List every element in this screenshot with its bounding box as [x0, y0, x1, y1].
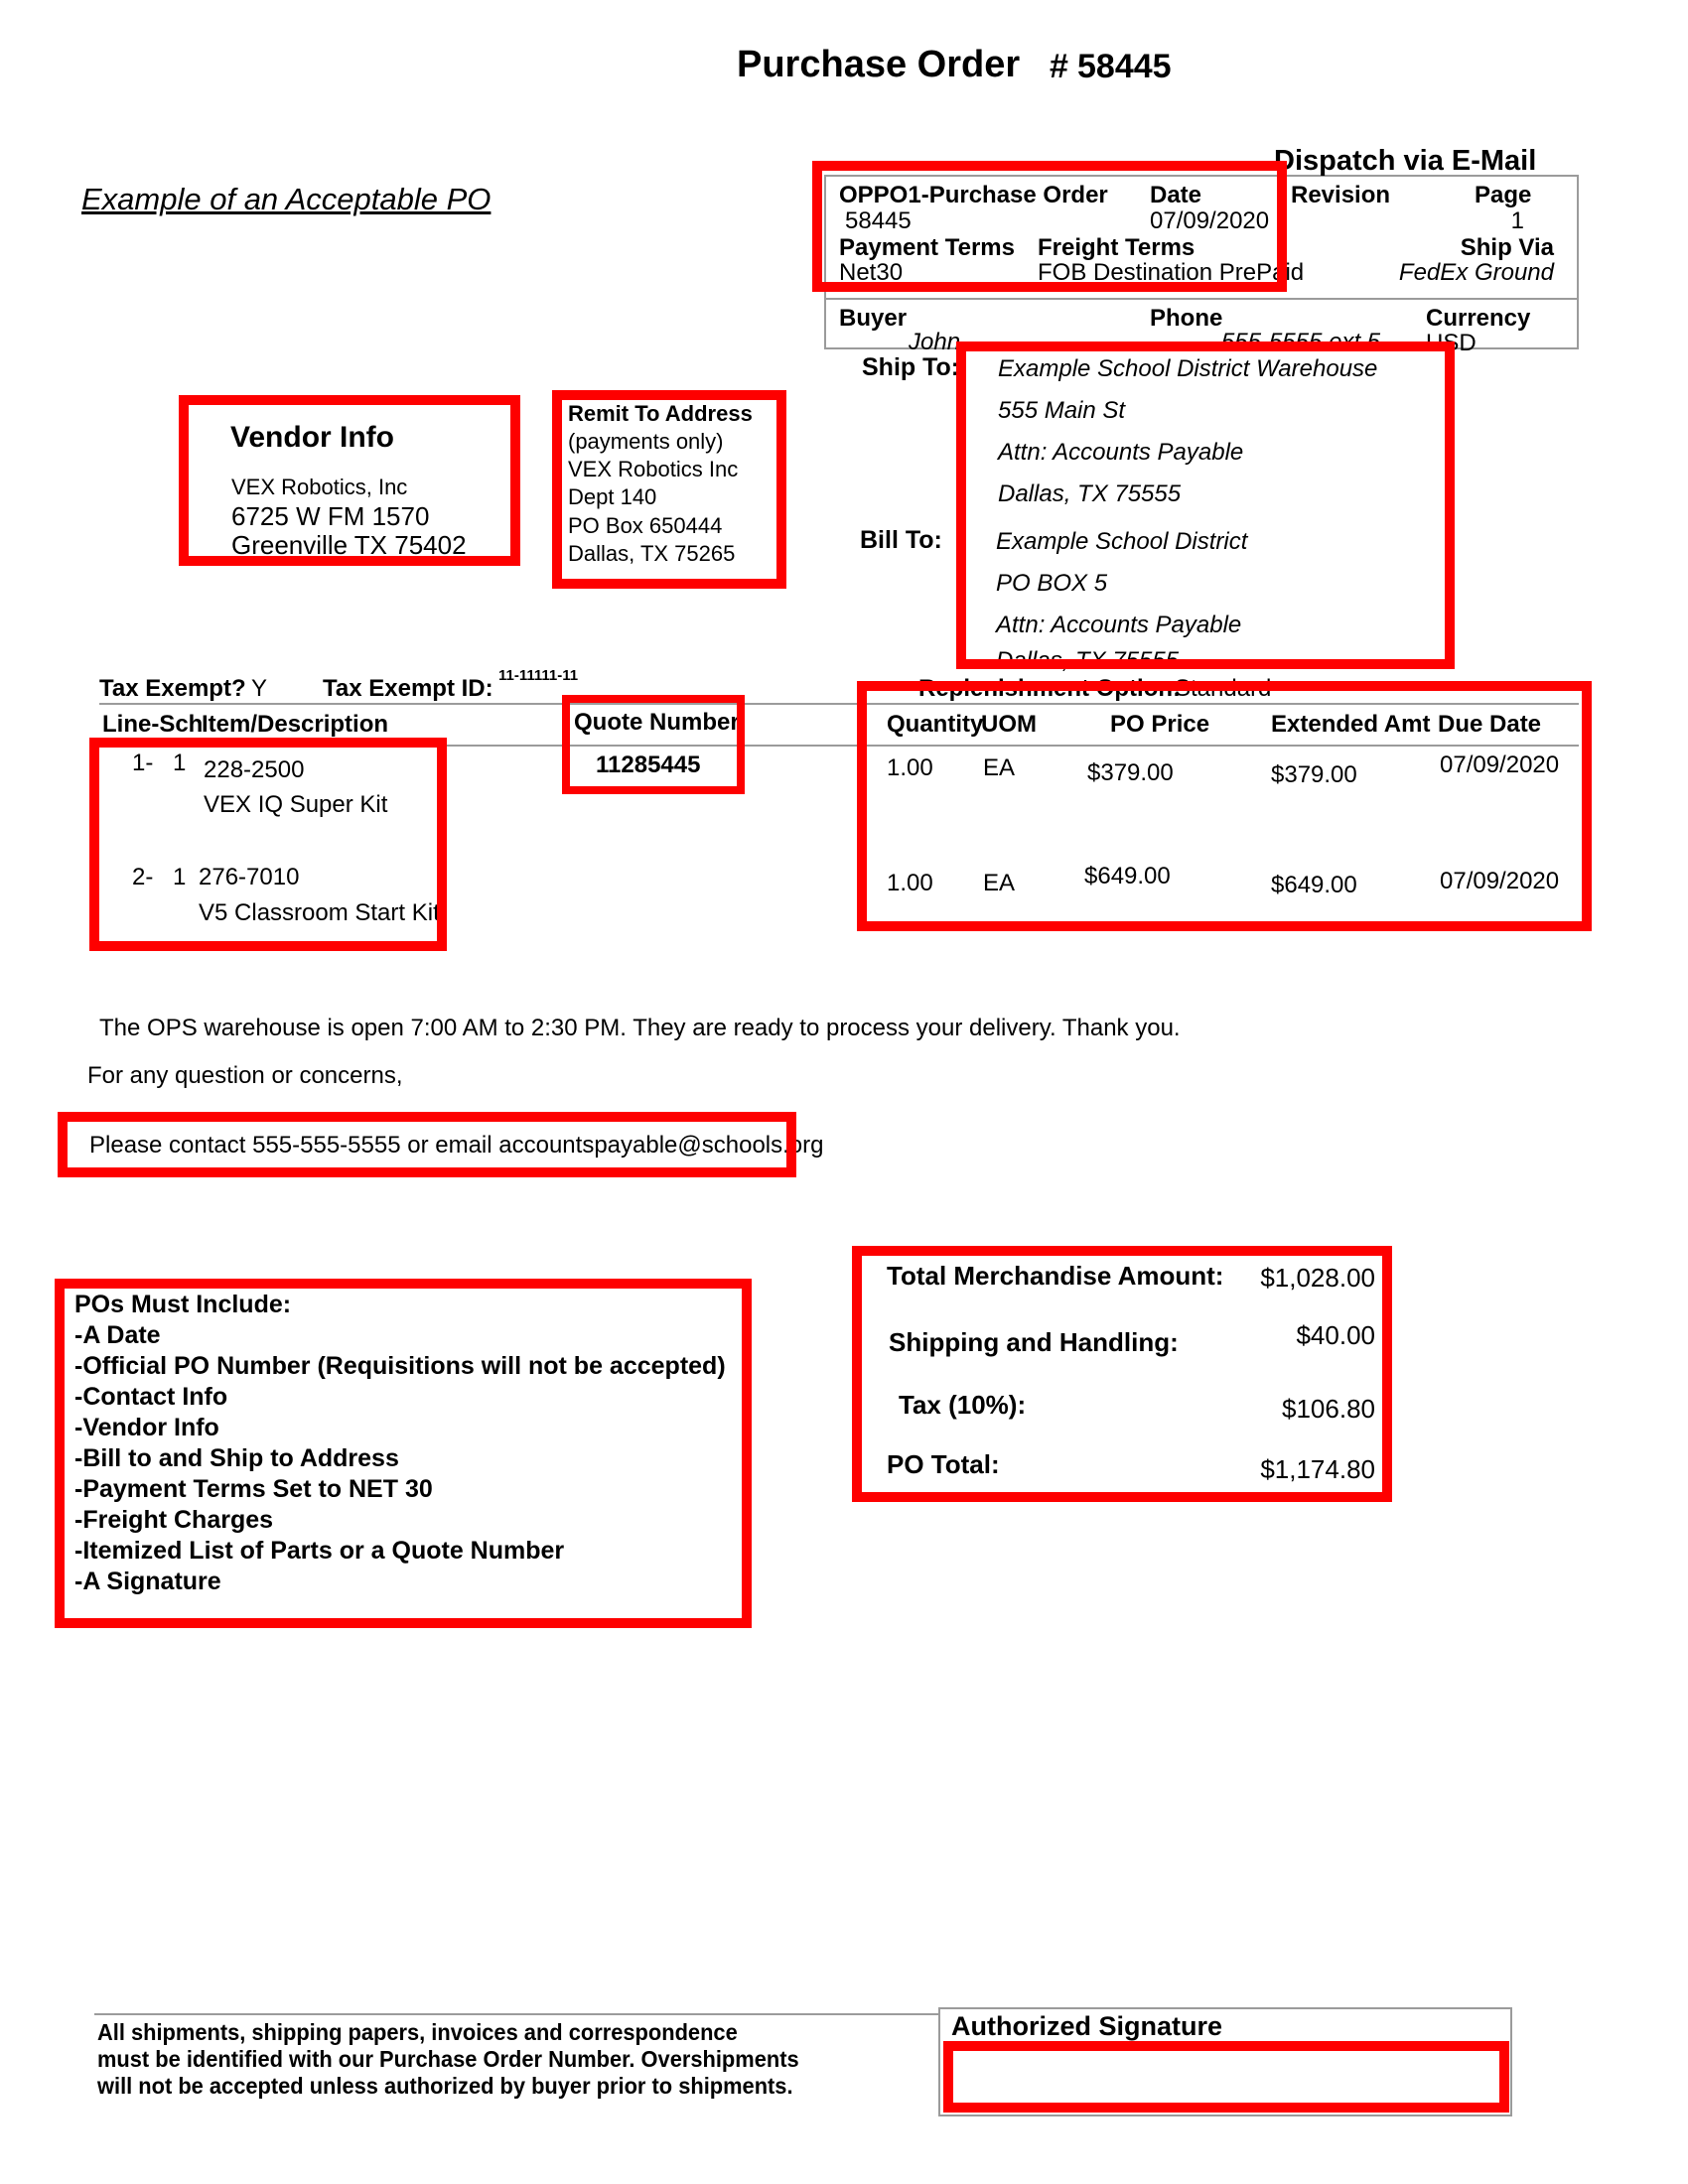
- ship-via-value: FedEx Ground: [1398, 259, 1554, 286]
- requirement-item: -Contact Info: [74, 1383, 228, 1411]
- payment-terms-label: Payment Terms: [839, 234, 1015, 261]
- questions-note: For any question or concerns,: [87, 1062, 403, 1089]
- item-row-due-date: 07/09/2020: [1440, 751, 1560, 778]
- tax-total-label: Tax (10%):: [899, 1390, 1027, 1420]
- po-type-label: OPPO1-Purchase Order: [839, 182, 1108, 208]
- item-row-sch: 1: [173, 864, 187, 890]
- highlight-box-totals: [852, 1246, 1392, 1502]
- highlight-box-item-values: [857, 681, 1592, 931]
- shipping-handling-value: $40.00: [1296, 1320, 1375, 1350]
- item-row-description: V5 Classroom Start Kit: [199, 899, 440, 926]
- highlight-box-quote-number: [562, 695, 745, 794]
- requirement-item: -Freight Charges: [74, 1506, 274, 1534]
- header-uom: UOM: [981, 711, 1037, 738]
- highlight-box-requirements: [55, 1279, 752, 1628]
- freight-terms-label: Freight Terms: [1038, 234, 1196, 261]
- ship-to-line: 555 Main St: [998, 397, 1126, 424]
- currency-label: Currency: [1426, 305, 1531, 332]
- highlight-box-addresses: [956, 341, 1455, 669]
- header-po-price: PO Price: [1110, 711, 1210, 738]
- remit-line: VEX Robotics Inc: [568, 457, 739, 481]
- buyer-label: Buyer: [839, 305, 908, 332]
- requirement-item: -A Date: [74, 1321, 161, 1349]
- ship-to-line: Dallas, TX 75555: [998, 480, 1182, 507]
- authorized-signature-label: Authorized Signature: [951, 2011, 1223, 2041]
- item-row-po-price: $379.00: [1087, 759, 1174, 786]
- page-label: Page: [1475, 182, 1532, 208]
- bill-to-line: PO BOX 5: [996, 570, 1108, 597]
- footer-top-line: [94, 2013, 940, 2015]
- requirements-heading: POs Must Include:: [74, 1291, 292, 1318]
- bill-to-line: Example School District: [996, 528, 1248, 555]
- item-row-due-date: 07/09/2020: [1440, 868, 1560, 894]
- item-row-quantity: 1.00: [887, 754, 933, 781]
- page-value: 1: [1510, 207, 1524, 234]
- ship-to-line: Example School District Warehouse: [998, 355, 1378, 382]
- remit-note: (payments only): [568, 429, 724, 454]
- vendor-line: VEX Robotics, Inc: [231, 475, 408, 499]
- po-total-value: $1,174.80: [1260, 1454, 1375, 1484]
- item-row-sch: 1: [173, 750, 187, 776]
- po-number: 58445: [1077, 48, 1172, 85]
- header-quote-number: Quote Number: [574, 709, 740, 736]
- vendor-heading: Vendor Info: [230, 421, 394, 454]
- remit-line: Dept 140: [568, 484, 657, 509]
- item-row-quantity: 1.00: [887, 870, 933, 896]
- warehouse-note: The OPS warehouse is open 7:00 AM to 2:30 PM. They are ready to process your delivery. Thank you.: [99, 1015, 1181, 1041]
- ship-via-label: Ship Via: [1460, 234, 1554, 261]
- remit-heading: Remit To Address: [568, 401, 753, 426]
- item-row-extended-amt: $649.00: [1271, 872, 1357, 898]
- vendor-line: 6725 W FM 1570: [231, 501, 430, 531]
- header-line-sch: Line-Sch: [102, 711, 204, 738]
- highlight-box-remit: [552, 390, 786, 589]
- header-extended-amt: Extended Amt: [1271, 711, 1431, 738]
- requirement-item: -Official PO Number (Requisitions will not be accepted): [74, 1352, 726, 1380]
- requirement-item: -Itemized List of Parts or a Quote Number: [74, 1537, 565, 1565]
- freight-terms-value: FOB Destination PrePaid: [1038, 259, 1305, 286]
- item-row-item: 228-2500: [204, 756, 305, 783]
- remit-line: PO Box 650444: [568, 513, 723, 538]
- bill-to-label: Bill To:: [860, 526, 942, 554]
- signature-field: [943, 2041, 1509, 2113]
- highlight-box-line-items: [89, 738, 447, 951]
- revision-label: Revision: [1291, 182, 1391, 208]
- buyer-value: John: [909, 329, 961, 355]
- item-row-item: 276-7010: [199, 864, 300, 890]
- item-row-po-price: $649.00: [1084, 863, 1171, 889]
- item-row-extended-amt: $379.00: [1271, 761, 1357, 788]
- shipping-handling-label: Shipping and Handling:: [889, 1327, 1179, 1357]
- phone-value: 555-5555 ext 5: [1221, 329, 1381, 355]
- requirement-item: -A Signature: [74, 1568, 221, 1595]
- tax-exempt-label: Tax Exempt?: [99, 675, 246, 702]
- requirement-item: -Vendor Info: [74, 1414, 219, 1441]
- vendor-line: Greenville TX 75402: [231, 530, 467, 560]
- phone-label: Phone: [1150, 305, 1223, 332]
- requirement-item: -Payment Terms Set to NET 30: [74, 1475, 433, 1503]
- currency-value: USD: [1426, 330, 1477, 356]
- tax-exempt-id-value: 11-11111-11: [498, 667, 579, 684]
- remit-line: Dallas, TX 75265: [568, 541, 736, 566]
- bill-to-line: Dallas, TX 75555: [996, 647, 1180, 674]
- item-row-uom: EA: [983, 870, 1016, 896]
- highlight-box-order-header: [812, 161, 1287, 292]
- requirement-item: -Bill to and Ship to Address: [74, 1444, 399, 1472]
- example-note: Example of an Acceptable PO: [81, 182, 492, 216]
- po-total-label: PO Total:: [887, 1449, 1000, 1479]
- header-quantity: Quantity: [887, 711, 984, 738]
- header-item-description: Item/Description: [202, 711, 389, 738]
- quote-number-value: 11285445: [596, 751, 701, 778]
- item-row-uom: EA: [983, 754, 1016, 781]
- shipping-notice-line: must be identified with our Purchase Order Number. Overshipments: [97, 2046, 799, 2072]
- header-due-date: Due Date: [1438, 711, 1542, 738]
- ship-to-label: Ship To:: [862, 353, 960, 381]
- bill-to-line: Attn: Accounts Payable: [996, 612, 1242, 638]
- ship-to-line: Attn: Accounts Payable: [998, 439, 1244, 466]
- po-type-value: 58445: [845, 207, 912, 234]
- highlight-box-contact: [58, 1112, 796, 1177]
- item-row-line: 1-: [132, 750, 154, 776]
- po-number-sign: #: [1050, 48, 1068, 85]
- dispatch-note: Dispatch via E-Mail: [1274, 145, 1537, 177]
- item-row-description: VEX IQ Super Kit: [204, 791, 388, 818]
- tax-total-value: $106.80: [1282, 1394, 1375, 1424]
- page-title: Purchase Order: [737, 44, 1021, 85]
- shipping-notice-line: will not be accepted unless authorized by buyer prior to shipments.: [97, 2073, 793, 2099]
- date-label: Date: [1150, 182, 1202, 208]
- tax-exempt-value: Y: [251, 675, 268, 702]
- item-row-line: 2-: [132, 864, 154, 890]
- tax-exempt-id-label: Tax Exempt ID:: [323, 675, 493, 702]
- shipping-notice-line: All shipments, shipping papers, invoices and correspondence: [97, 2019, 738, 2045]
- replenishment-value: Standard: [1175, 675, 1272, 702]
- highlight-box-vendor: [179, 395, 520, 566]
- total-merchandise-label: Total Merchandise Amount:: [887, 1261, 1224, 1291]
- contact-note: Please contact 555-555-5555 or email accountspayable@schools.org: [89, 1132, 824, 1159]
- payment-terms-value: Net30: [839, 259, 904, 286]
- date-value: 07/09/2020: [1150, 207, 1270, 234]
- replenishment-label: Replenishment Option:: [918, 675, 1181, 702]
- total-merchandise-value: $1,028.00: [1260, 1263, 1375, 1293]
